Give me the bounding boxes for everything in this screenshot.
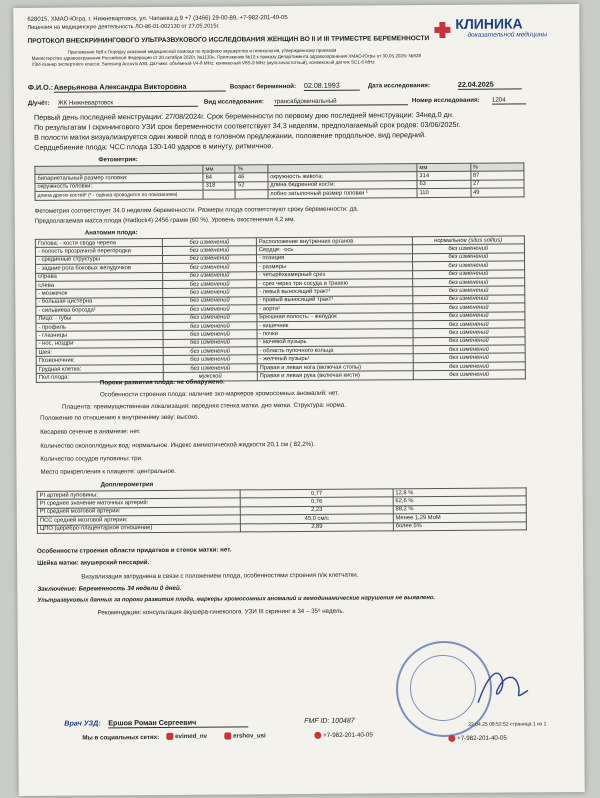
col-pct-2: %: [470, 163, 524, 172]
placenta: Плацента: преимущественная локализация: передняя стенка матки, дно матки. Структура: норма.: [62, 401, 346, 411]
anatomy-cell: - нос, ноздри: [36, 339, 163, 348]
anatomy-cell: - аорта¹: [257, 304, 413, 313]
footer-phone-2[interactable]: +7-982-201-40-05: [448, 735, 507, 743]
col-mm-2: мм: [417, 163, 471, 172]
anatomy-cell: Лицо: - губы: [36, 314, 163, 323]
protocol-title: ПРОТОКОЛ ВНЕСКРИНИНГОВОГО УЛЬТРАЗВУКОВОГО ИССЛЕДОВАНИЯ ЖЕНЩИН ВО II И III ТРИМЕСТРЕ БЕРЕМЕННОСТИ: [27, 35, 430, 45]
anatomy-cell: - глазницы: [36, 331, 163, 340]
doppler-cell: 62,6 %: [393, 496, 526, 505]
fetometry-conclusion: Фетометрия соответствует 34.0 неделям беременности. Размеры плода соответствуют сроку беременности: да.: [34, 205, 359, 215]
doctor-name: Ершов Роман Сергеевич: [108, 718, 248, 728]
anatomy-cell: без изменений: [163, 263, 257, 272]
fetus-line: В полости матки визуализируется один живой плод в головном предлежании, положение продольное, вид передний.: [34, 130, 427, 142]
placenta-position: Положение по отношению к внутреннему зеву: высоко.: [40, 413, 200, 422]
anatomy-cell: без изменений: [163, 271, 257, 280]
doppler-cell: более 5%: [393, 521, 526, 530]
patient-name: Аверьянова Александра Викторовна: [54, 83, 226, 93]
referral-label: Д/учёт:: [27, 99, 50, 107]
anatomy-cell: - желчный пузырь¹: [257, 354, 413, 363]
anatomy-cell: - срединные структуры: [35, 255, 162, 264]
footer-phone[interactable]: +7-982-201-40-05: [314, 731, 373, 739]
study-date-label: Дата исследования:: [367, 82, 430, 90]
doppler-cell: ПСС средней мозговой артерии:: [37, 515, 240, 525]
logo-subtitle: доказательной медицины: [467, 31, 548, 39]
doppler-cell: 88,2 %: [393, 505, 526, 514]
anatomy-cell: - срез через три сосуда и трахею: [256, 279, 412, 288]
col-mm: мм: [203, 165, 235, 174]
medical-cross-icon: [431, 21, 453, 39]
referral: ЖК Нижневартовск: [58, 99, 198, 108]
vk-icon: [166, 733, 173, 740]
anatomy-cell: без изменений: [412, 261, 524, 270]
doctor-label: Врач УЗД:: [64, 718, 101, 728]
anatomy-cell: - кишечник: [257, 321, 413, 330]
anatomy-cell: Брюшная полость: - желудок: [257, 312, 413, 321]
doppler-cell: 2,23: [240, 506, 393, 515]
anatomy-table: [35, 235, 526, 382]
doppler-cell: 12,8 %: [393, 488, 526, 497]
anatomy-cell: без изменений: [412, 303, 524, 312]
vk-link[interactable]: evimed_nv: [166, 733, 207, 740]
anatomy-cell: Расположение внутренних органов: [256, 237, 412, 246]
anatomy-cell: без изменений: [163, 330, 257, 339]
anatomy-cell: без изменений: [163, 355, 257, 364]
anatomy-cell: без изменений: [413, 362, 525, 371]
table-row: окружность головки: 318 52 длина бедренной кости: 63 27: [35, 180, 524, 192]
table-row: длина других костей¹ (¹ - оценка проводится по показаниям) лобно затылочный размер головки ¹ 110 49: [35, 188, 524, 200]
anatomy-cell: Голова: - кости свода черепа: [35, 238, 162, 247]
order-line-1: Приложение №9 к Порядку оказания медицинской помощи по профилю акушерство и гинекология, утвержденному приказом: [67, 47, 337, 55]
anatomy-cell: - размеры: [256, 262, 412, 271]
anatomy-cell: Правая и левая нога (включая стопы): [257, 363, 413, 372]
anatomy-cell: без изменений: [163, 364, 257, 373]
anatomy-cell: - мозжечок: [36, 289, 163, 298]
anatomy-cell: - большая цистерна: [36, 297, 163, 306]
anatomy-cell: - область пупочного кольца: [257, 346, 413, 355]
lmp-line: Первый день последней менструации: 27/08/2024г. Срок беременности по первому дню последней менструации: 34нед.0 дн.: [33, 109, 454, 122]
anatomy-cell: мужской: [163, 372, 257, 381]
anatomy-cell: Сердце: -ось: [256, 245, 412, 254]
anatomy-cell: без изменений: [412, 253, 524, 262]
anatomy-cell: без изменений: [162, 246, 256, 255]
anatomy-cell: - сильвиева борозда¹: [36, 306, 163, 315]
anatomy-cell: Шея:: [36, 348, 163, 357]
anatomy-cell: без изменений: [412, 286, 524, 295]
age-label: Возраст беременной:: [229, 83, 297, 91]
anatomy-cell: без изменений: [412, 269, 524, 278]
study-date: 22.04.2025: [458, 80, 522, 89]
anatomy-cell: без изменений: [412, 295, 524, 304]
doppler-cell: PI среднее значение маточных артерий:: [37, 498, 240, 508]
anatomy-cell: без изменений: [163, 255, 257, 264]
anatomy-cell: - задние рога боковых желудочков: [36, 264, 163, 273]
telegram-link[interactable]: ershov_usi: [224, 732, 265, 739]
doppler-cell: Менее 1,29 МоМ: [393, 513, 526, 522]
social-label: Мы в социальных сетях:: [82, 733, 160, 742]
anatomy-cell: без изменений: [163, 305, 257, 314]
visualization: Визуализация затруднена в связи с положением плода, особенностями строения п/ж клетчатки.: [81, 571, 359, 581]
anatomy-cell: Позвоночник:: [36, 356, 163, 365]
fetal-weight: Предполагаемая масса плода (Hadlock4) 2456 грамм (60 %). Уровень окостенения 4,2 мм.: [34, 216, 296, 225]
anatomy-cell: слева: [36, 280, 163, 289]
doppler-cell: 0,76: [240, 497, 393, 506]
anatomy-cell: без изменений: [413, 370, 525, 379]
conclusion: Заключение: Беременность 34 недели 0 дней.: [37, 584, 182, 593]
anatomy-cell: без изменений: [413, 353, 525, 362]
doppler-cell: ЦПО (церебро-плацентарное отношение): [37, 523, 240, 533]
fetal-features: Особенности строения плода: наличие эхо-маркеров хромосомных аномалий: нет.: [99, 389, 340, 399]
doppler-title: Допплерометрия: [100, 481, 154, 489]
fetometry-title: Фетометрия:: [98, 156, 138, 164]
doppler-cell: PI средней мозговой артерии:: [37, 507, 240, 517]
doppler-cell: 2,89: [241, 522, 394, 531]
anatomy-cell: Грудная клетка:: [36, 364, 163, 373]
phone-icon: [448, 735, 455, 742]
anatomy-cell: - профиль: [36, 322, 163, 331]
fetometry-table: [34, 162, 524, 200]
anatomy-cell: без изменений: [413, 337, 525, 346]
doppler-cell: 45,0 см/с: [241, 514, 394, 523]
logo-title: КЛИНИКА: [455, 15, 523, 32]
anatomy-cell: - почки: [257, 329, 413, 338]
doppler-table: [37, 487, 527, 533]
uterus-features: Особенности строения области придатков и стенок матки: нет.: [37, 546, 232, 555]
address-line: 628015, ХМАО-Югра, г. Нижневартовск, ул. Чапаева д.9 +7 (3466) 29-00-89, +7-982-201-40-05: [27, 15, 288, 23]
screening-line: По результатам I скринингового УЗИ срок беременности соответствует 34,3 неделям, предполагаемый срок родов: 03/06/2025г.: [34, 119, 461, 132]
cord-attachment: Место прикрепления к плаценте: центральное.: [40, 467, 177, 476]
anatomy-cell: справа: [36, 272, 163, 281]
anatomy-cell: - левый выносящий тракт¹: [257, 287, 413, 296]
anatomy-cell: Правая и левая рука (включая кисти): [257, 371, 413, 380]
telegram-icon: [224, 732, 231, 739]
clinic-stamp-inner: [410, 655, 476, 721]
anatomy-cell: без изменений: [163, 297, 257, 306]
anatomy-cell: без изменений: [163, 338, 257, 347]
fmf-id: FMF ID: 100487: [304, 717, 355, 725]
anatomy-cell: без изменений: [413, 345, 525, 354]
anatomy-cell: без изменений: [413, 328, 525, 337]
doppler-cell: 0,77: [240, 489, 393, 498]
protocol-sheet: [13, 4, 584, 796]
anatomy-cell: без изменений: [163, 288, 257, 297]
ultrasound-summary: Ультразвуковых данных за пороки развития плода, маркеры хромосомных аномалий и гемодинамические нарушения не выявлено.: [37, 595, 436, 604]
device-line: УЗИ-сканер экспертного класса: Samsung Accuvix A30. Датчики: объёмный V4-8 MHz, конвексный V8S-9 MHz (мультичастотный), конвексный датчик SC1-6 MHz: [31, 59, 375, 67]
heartbeat-line: Сердцебиение плода: ЧСС плода 130-140 ударов в минуту, ритмичное.: [34, 141, 274, 152]
study-number: 1204: [492, 96, 526, 104]
anatomy-cell: без изменений: [412, 244, 524, 253]
anatomy-cell: - правый выносящий тракт¹: [257, 295, 413, 304]
cord-vessels: Количество сосудов пуповины: три.: [40, 455, 143, 463]
anatomy-cell: Пол плода:: [36, 373, 163, 382]
birth-date: 02.08.1993: [304, 82, 360, 91]
anatomy-cell: без изменений: [163, 347, 257, 356]
fio-label: Ф.И.О.:: [27, 82, 54, 92]
anatomy-cell: - четырёхкамерный срез: [256, 270, 412, 279]
doctor-signature: [468, 664, 538, 710]
anatomy-title: Анатомия плода:: [84, 229, 138, 237]
study-number-label: Номер исследования:: [411, 96, 480, 105]
study-type-label: Вид исследования:: [203, 98, 264, 106]
malformations: Пороки развития плода: не обнаружено.: [99, 378, 225, 387]
order-line-2: Министерства здравоохранения Российской Федерации от 20 октября 2020г. №1130н. Приложение №10 к приказу Департамента здравоохранения ХМАО-Югры от 30.05.2025г №828: [31, 53, 422, 61]
license-line: Лицензия на медицинскую деятельность ЛО-86-01-002130 от 27.05.2015г.: [27, 23, 220, 31]
recommendations: Рекомендации: консультация акушера-гинеколога. УЗИ III скрининг в 34 – 35⁶ недель.: [97, 607, 345, 617]
anatomy-cell: без изменений: [162, 238, 256, 247]
cervix: Шейка матки: акушерский пессарий.: [37, 559, 150, 567]
print-info: 22.04.25 08:52:52 страница 1 из 1: [468, 721, 547, 728]
anatomy-cell: без изменений: [412, 311, 524, 320]
anatomy-cell: без изменений: [413, 320, 525, 329]
doppler-cell: PI артерий пуповины:: [37, 490, 240, 500]
clinic-logo: [431, 16, 551, 47]
anatomy-cell: - полость прозрачной перегородки: [35, 247, 162, 256]
anatomy-cell: - позиция: [256, 253, 412, 262]
caesarean-history: Кесарево сечение в анамнезе: нет.: [40, 428, 141, 436]
amniotic-fluid: Количество околоплодных вод: нормальное. Индекс амниотической жидкости 20,1 см ( 82,2%).: [40, 440, 315, 450]
phone-icon: [314, 732, 321, 739]
anatomy-cell: нормальное (situs solitus): [412, 236, 524, 245]
anatomy-cell: без изменений: [163, 313, 257, 322]
anatomy-cell: - мочевой пузырь: [257, 337, 413, 346]
study-type: трансабдоминальный: [274, 97, 408, 106]
anatomy-cell: без изменений: [412, 278, 524, 287]
anatomy-cell: без изменений: [163, 280, 257, 289]
col-pct: %: [235, 165, 267, 174]
table-row: бипариетальный размер головки: 84 46 окружность живота: 314 87: [35, 171, 524, 183]
anatomy-cell: без изменений: [163, 322, 257, 331]
